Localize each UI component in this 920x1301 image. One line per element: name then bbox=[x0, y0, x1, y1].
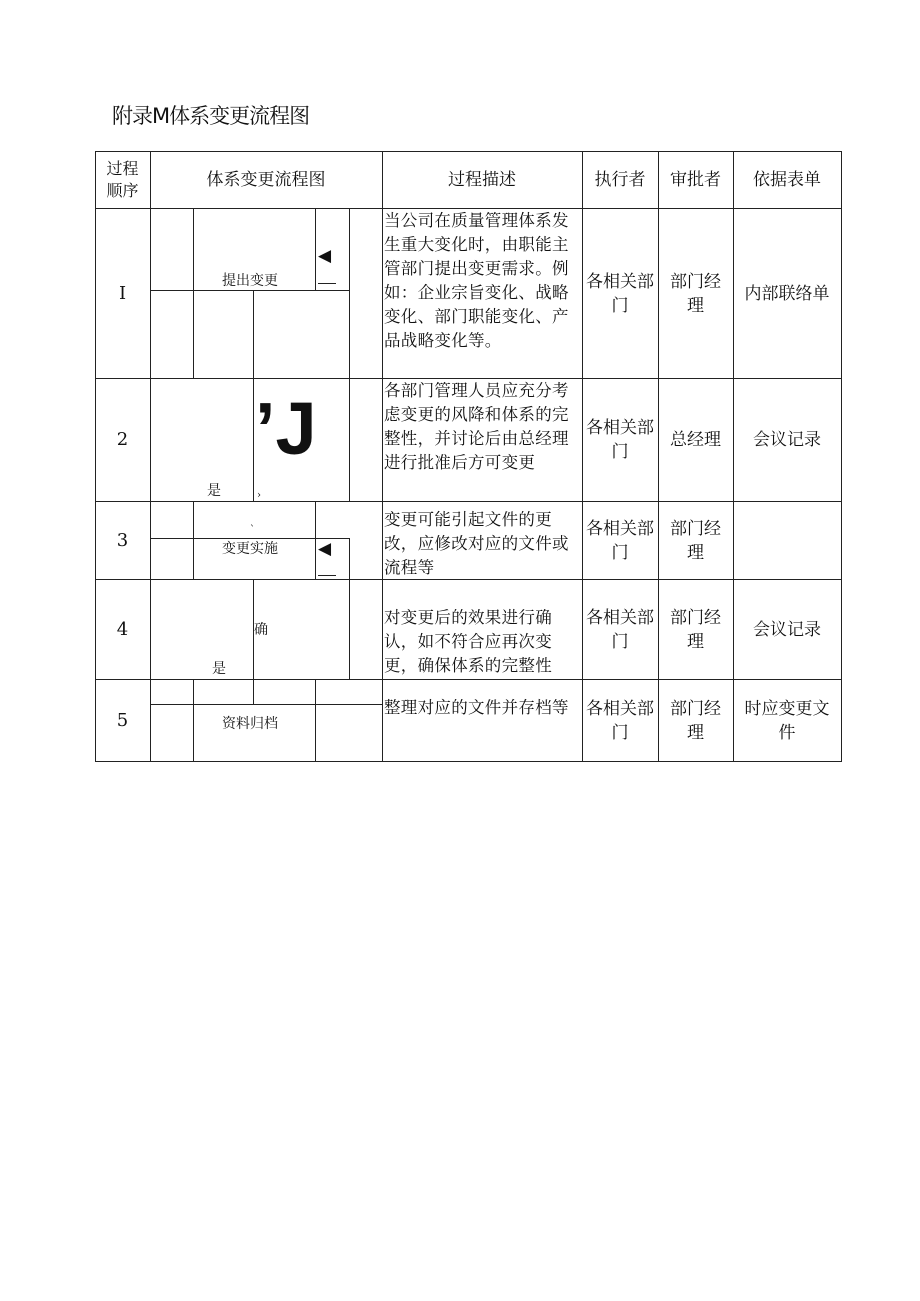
row-desc: 对变更后的效果进行确认，如不符合应再次变更，确保体系的完整性 bbox=[384, 608, 552, 675]
row-seq: I bbox=[118, 282, 127, 304]
header-desc: 过程描述 bbox=[448, 170, 516, 190]
page-title: 附录M体系变更流程图 bbox=[112, 104, 310, 128]
header-form: 依据表单 bbox=[753, 170, 821, 190]
flow-tick-mark: › bbox=[257, 490, 261, 501]
row-approver: 部门经 理 bbox=[670, 271, 721, 316]
row-approver: 部门经 理 bbox=[670, 607, 721, 652]
row-form: 内部联络单 bbox=[744, 283, 830, 304]
flow-node-submit-change: 提出变更 bbox=[222, 273, 278, 289]
row-approver: 部门经 理 bbox=[670, 518, 721, 563]
flow-node-implement-change: 变更实施 bbox=[222, 541, 278, 557]
row-seq: 4 bbox=[116, 618, 129, 640]
row-form: 时应变更文 件 bbox=[744, 698, 830, 743]
row-seq: 2 bbox=[116, 429, 129, 450]
flow-tick-mark: ˋ bbox=[250, 525, 255, 536]
flow-node-archive: 资料归档 bbox=[222, 716, 278, 732]
flow-fragment-glyph: ’J bbox=[255, 387, 317, 470]
header-seq: 过程 顺序 bbox=[106, 159, 139, 200]
row-executor: 各相关部 门 bbox=[586, 607, 654, 652]
row-seq: 5 bbox=[116, 709, 129, 731]
row-seq: 3 bbox=[116, 529, 129, 551]
row-approver: 总经理 bbox=[670, 430, 721, 450]
row-executor: 各相关部 门 bbox=[586, 698, 654, 743]
header-flow: 体系变更流程图 bbox=[206, 170, 326, 190]
row-form: 会议记录 bbox=[753, 430, 821, 450]
row-executor: 各相关部 门 bbox=[586, 271, 654, 316]
header-approver: 审批者 bbox=[670, 170, 721, 190]
flow-yes-label: 是 bbox=[212, 661, 226, 677]
arrow-left-icon: ◀ bbox=[318, 539, 332, 559]
row-desc: 各部门管理人员应充分考虑变更的风降和体系的完整性，并讨论后由总经理进行批准后方可变更 bbox=[384, 381, 569, 472]
row-form bbox=[733, 502, 841, 579]
flow-confirm-label: 确 bbox=[254, 622, 268, 638]
row-approver: 部门经 理 bbox=[670, 698, 721, 743]
row-executor: 各相关部 门 bbox=[586, 418, 654, 462]
row-desc: 整理对应的文件并存档等 bbox=[384, 698, 569, 717]
row-desc: 当公司在质量管理体系发生重大变化时，由职能主管部门提出变更需求。例如：企业宗旨变化、战略变化、部门职能变化、产品战略变化等。 bbox=[384, 211, 569, 350]
row-executor: 各相关部 门 bbox=[586, 518, 654, 563]
row-desc: 变更可能引起文件的更改，应修改对应的文件或流程等 bbox=[384, 510, 569, 577]
row-form: 会议记录 bbox=[753, 619, 821, 640]
header-executor: 执行者 bbox=[594, 170, 646, 190]
arrow-left-icon: ◀ bbox=[318, 246, 332, 266]
flow-yes-label: 是 bbox=[207, 483, 221, 499]
